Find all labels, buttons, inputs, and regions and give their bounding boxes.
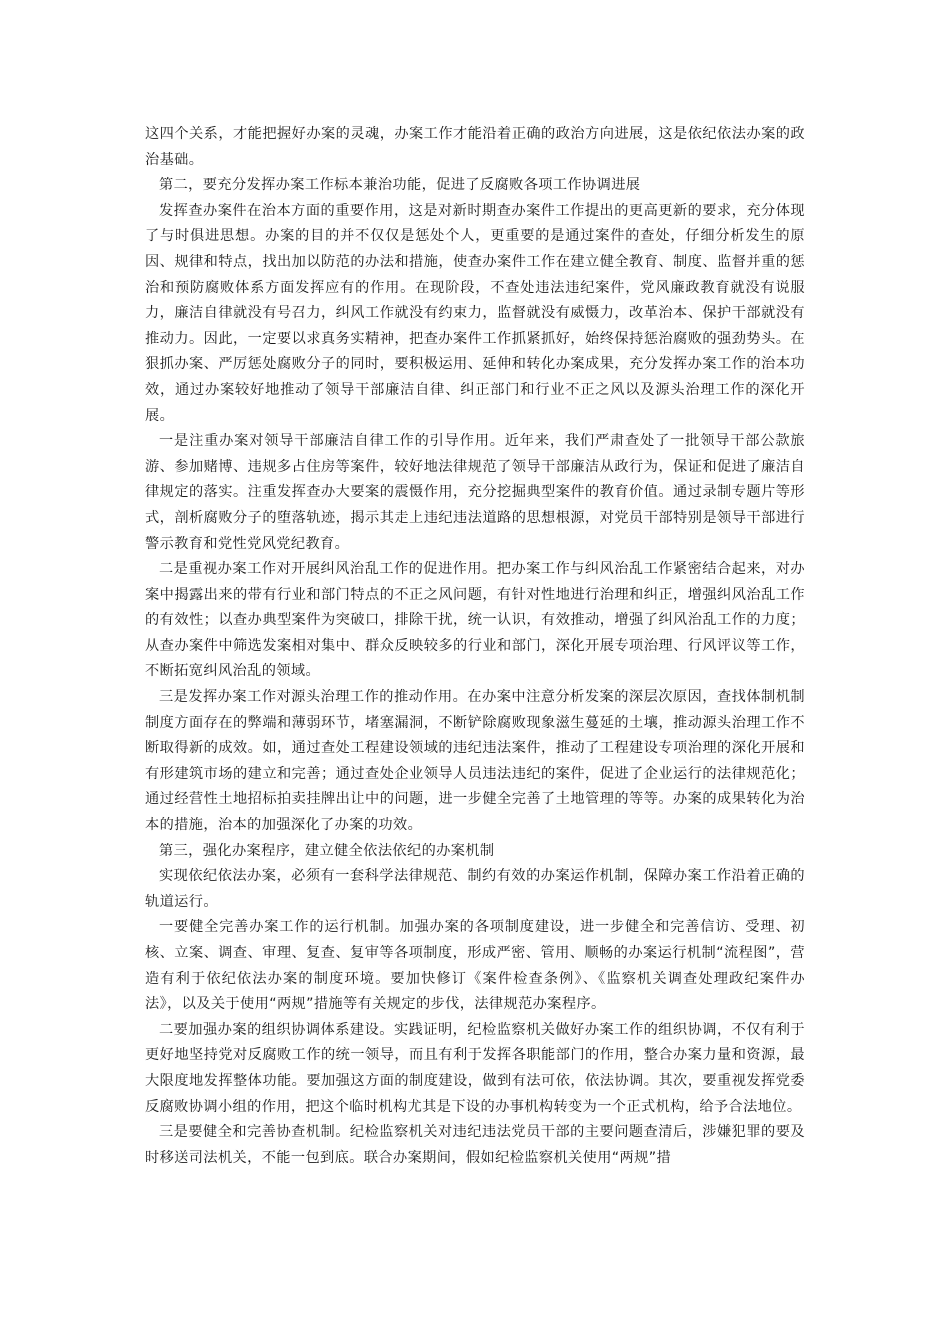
- paragraph: 三是要健全和完善协查机制。纪检监察机关对违纪违法党员干部的主要问题查清后，涉嫌犯罪的要及时移送司法机关，不能一包到底。联合办案期间，假如纪检监察机关使用“两规”措: [145, 1124, 805, 1166]
- paragraph: 一是注重办案对领导干部廉洁自律工作的引导作用。近年来，我们严肃查处了一批领导干部公款旅游、参加赌博、违规多占住房等案件，较好地法律规范了领导干部廉洁从政行为，保证和促进了廉洁自律规定的落实。注重发挥查办大要案的震慑作用，充分挖掘典型案件的教育价值。通过录制专题片等形式，剖析腐败分子的堕落轨迹，揭示其走上违纪违法道路的思想根源，对党员干部特别是领导干部进行警示教育和党性党风党纪教育。: [145, 433, 805, 552]
- paragraph: 二是重视办案工作对开展纠风治乱工作的促进作用。把办案工作与纠风治乱工作紧密结合起来，对办案中揭露出来的带有行业和部门特点的不正之风问题，有针对性地进行治理和纠正，增强纠风治乱工作的有效性；以查办典型案件为突破口，排除干扰，统一认识，有效推动，增强了纠风治乱工作的力度；从查办案件中筛选发案相对集中、群众反映较多的行业和部门，深化开展专项治理、行风评议等工作，不断拓宽纠风治乱的领域。: [145, 561, 805, 680]
- paragraph: 发挥查办案件在治本方面的重要作用，这是对新时期查办案件工作提出的更高更新的要求，充分体现了与时俱进思想。办案的目的并不仅仅是惩处个人，更重要的是通过案件的查处，仔细分析发生的原因、规律和特点，找出加以防范的办法和措施，使查办案件工作在建立健全教育、制度、监督并重的惩治和预防腐败体系方面发挥应有的作用。在现阶段，不查处违法违纪案件，党风廉政教育就没有说服力，廉洁自律就没有号召力，纠风工作就没有约束力，监督就没有威慑力，改革治本、保护干部就没有推动力。因此，一定要以求真务实精神，把查办案件工作抓紧抓好，始终保持惩治腐败的强劲势头。在狠抓办案、严厉惩处腐败分子的同时，要积极运用、延伸和转化办案成果，充分发挥办案工作的治本功效，通过办案较好地推动了领导干部廉洁自律、纠正部门和行业不正之风以及源头治理工作的深化开展。: [145, 202, 805, 424]
- paragraph: 实现依纪依法办案，必须有一套科学法律规范、制约有效的办案运作机制，保障办案工作沿着正确的轨道运行。: [145, 868, 805, 910]
- section-heading-3: 第三，强化办案程序，建立健全依法依纪的办案机制: [159, 842, 495, 859]
- document-body: [145, 122, 805, 1171]
- section-heading-2: 第二，要充分发挥办案工作标本兼治功能，促进了反腐败各项工作协调进展: [159, 177, 641, 194]
- paragraph: 一要健全完善办案工作的运行机制。加强办案的各项制度建设，进一步健全和完善信访、受理、初核、立案、调查、审理、复查、复审等各项制度，形成严密、管用、顺畅的办案运行机制“流程图”，营造有利于依纪依法办案的制度环境。要加快修订《案件检查条例》、《监察机关调查处理政纪案件办法》，以及关于使用“两规”措施等有关规定的步伐，法律规范办案程序。: [145, 919, 805, 1013]
- paragraph: 二要加强办案的组织协调体系建设。实践证明，纪检监察机关做好办案工作的组织协调，不仅有利于更好地坚持党对反腐败工作的统一领导，而且有利于发挥各职能部门的作用，整合办案力量和资源，最大限度地发挥整体功能。要加强这方面的制度建设，做到有法可依，依法协调。其次，要重视发挥党委反腐败协调小组的作用，把这个临时机构尤其是下设的办事机构转变为一个正式机构，给予合法地位。: [145, 1021, 805, 1115]
- paragraph-continuation: 这四个关系，才能把握好办案的灵魂，办案工作才能沿着正确的政治方向进展，这是依纪依法办案的政治基础。: [145, 126, 805, 168]
- paragraph: 三是发挥办案工作对源头治理工作的推动作用。在办案中注意分析发案的深层次原因，查找体制机制制度方面存在的弊端和薄弱环节，堵塞漏洞，不断铲除腐败现象滋生蔓延的土壤，推动源头治理工作不断取得新的成效。如，通过查处工程建设领域的违纪违法案件，推动了工程建设专项治理的深化开展和有形建筑市场的建立和完善；通过查处企业领导人员违法违纪的案件，促进了企业运行的法律规范化；通过经营性土地招标拍卖挂牌出让中的问题，进一步健全完善了土地管理的等等。办案的成果转化为治本的措施，治本的加强深化了办案的功效。: [145, 689, 805, 834]
